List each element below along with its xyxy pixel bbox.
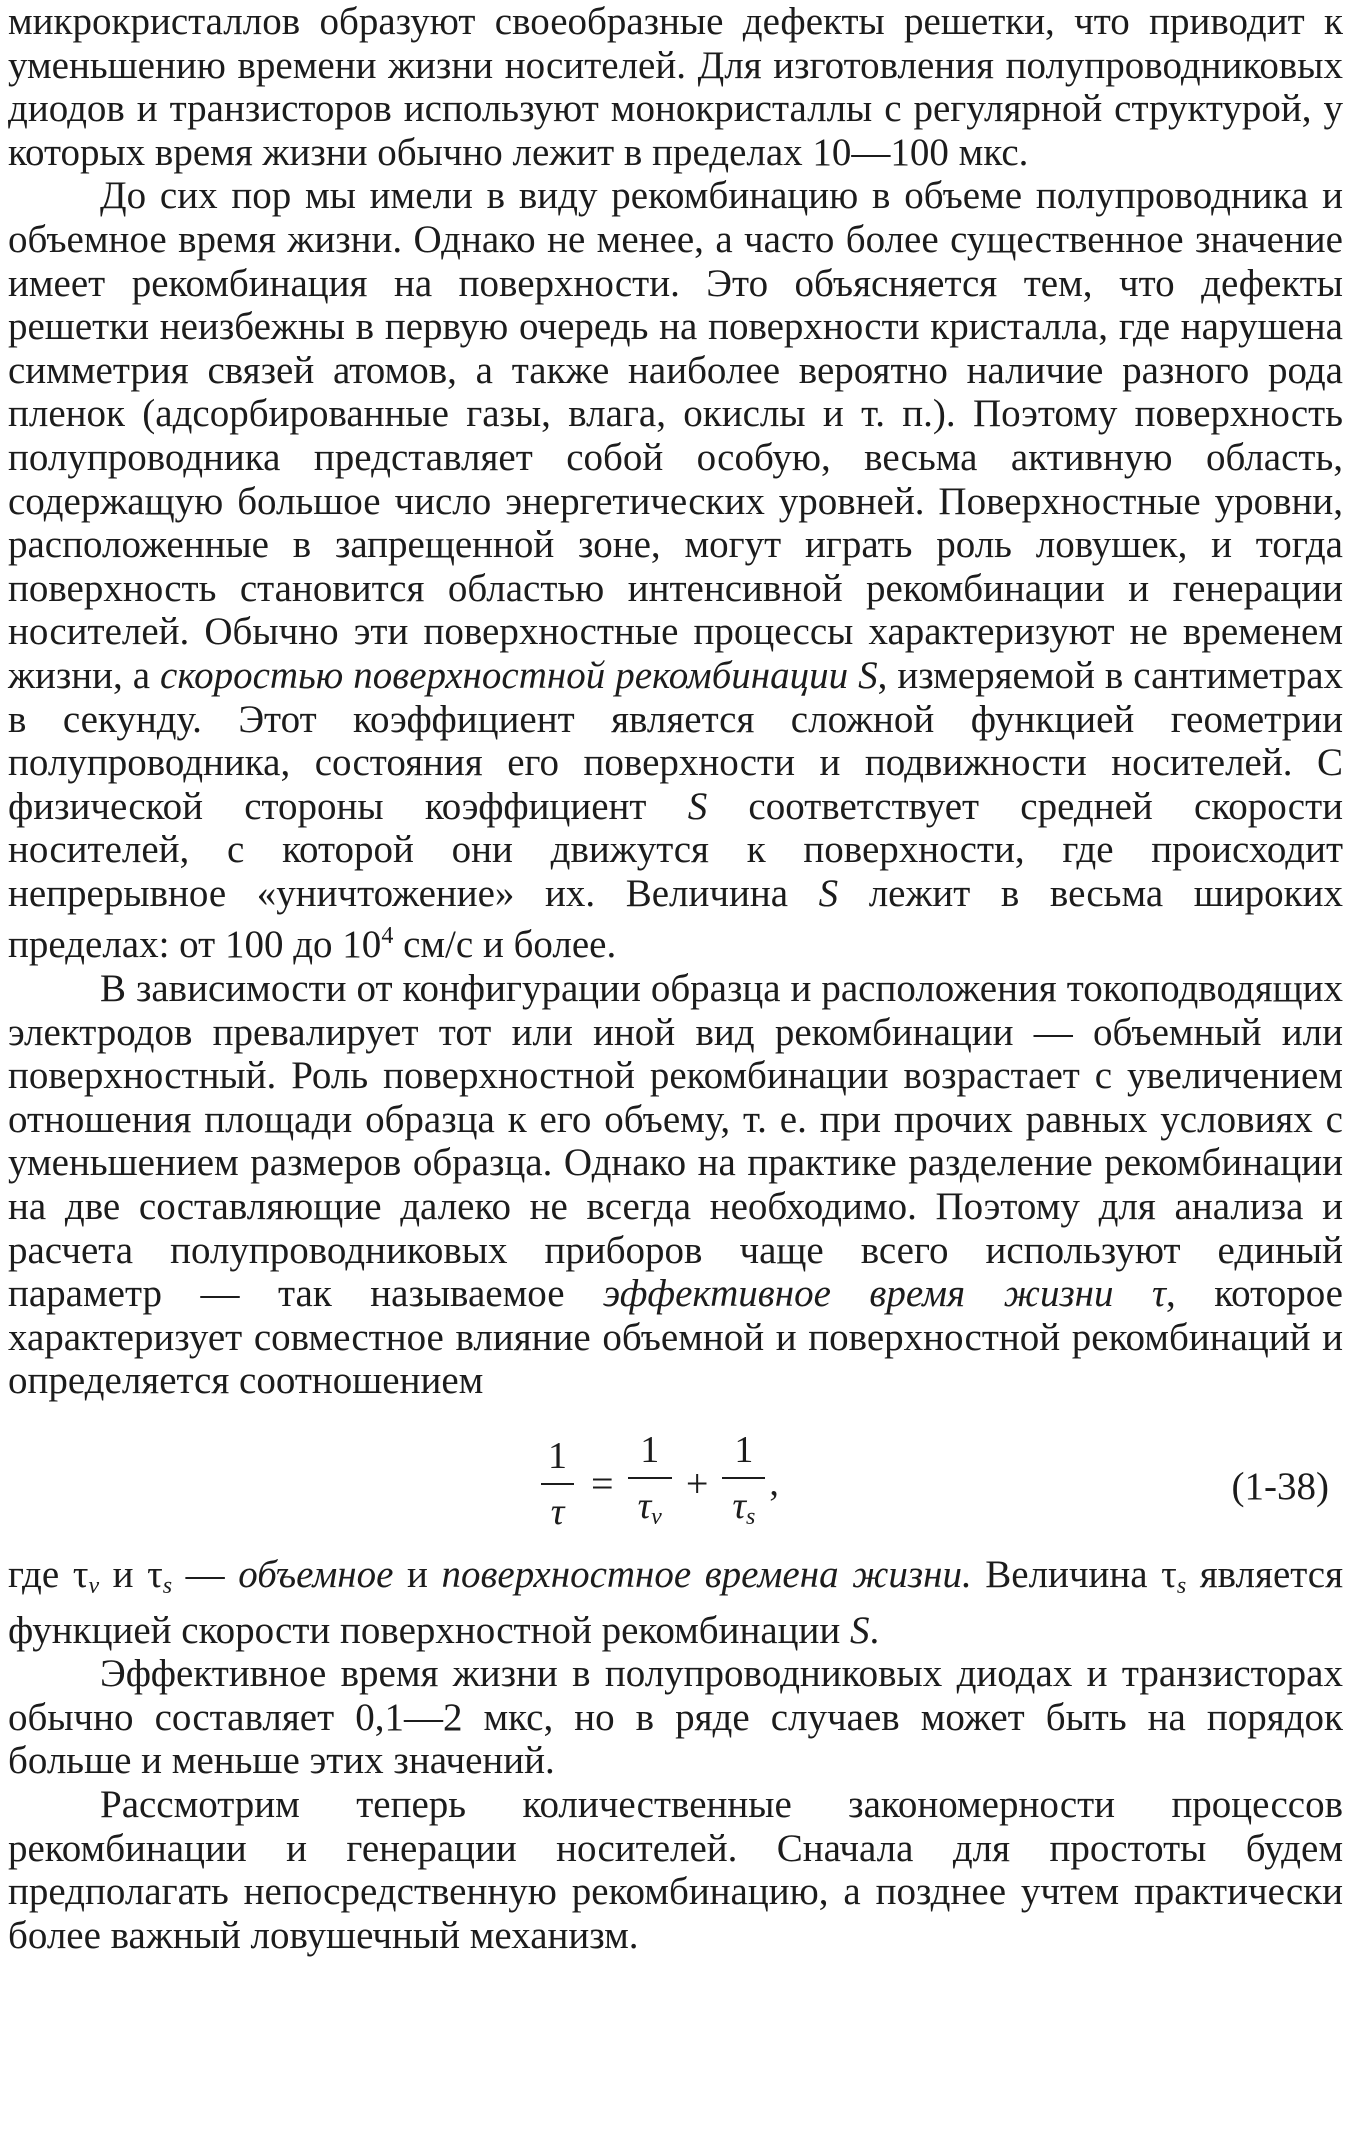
equation [534, 1427, 779, 1540]
subscript-v: v [88, 1573, 100, 1599]
fraction-volume [628, 1427, 672, 1540]
text-run: В зависимости от конфигурации образца и расположения токоподводящих электродов превалирует тот или иной вид рекомбинации — объемный или поверхностный. Роль поверхностной рекомбинации возрастает с увеличением отношения площади образца к его объему, т. е. при прочих равных условиях с уменьшением размеров образца. Однако на практике разделение рекомбинации на две составляющие далеко не всегда необходимо. Поэтому для анализа и расчета полупроводниковых приборов чаще всего используют единый параметр — так называемое [8, 967, 1343, 1316]
text-run: где τ [8, 1553, 89, 1596]
subscript-s: s [162, 1573, 173, 1599]
text-run: и τ [99, 1553, 163, 1596]
numerator: 1 [548, 1434, 567, 1477]
equation-comma: , [769, 1461, 779, 1504]
paragraph-continuation: микрокристаллов образуют своеобразные дефекты решетки, что приводит к уменьшению времени жизни носителей. Для изготовления полупроводниковых диодов и транзисторов используют монокристаллы с регулярной структурой, у которых время жизни обычно лежит в пределах 10—100 мкс. [8, 0, 1343, 174]
term-volume: объемное [238, 1553, 394, 1596]
subscript-v: v [651, 1504, 662, 1530]
exponent: 4 [381, 923, 394, 950]
text-run: , измеряемой в сантиметрах в секунду. Этот коэффициент является сложной функцией геометрии полупроводника, состояния его поверхности и подвижности носителей. С физической стороны коэффициент [8, 653, 1344, 828]
paragraph-typical-values: Эффективное время жизни в полупроводниковых диодах и транзисторах обычно составляет 0,1—2 мкс, но в ряде случаев может быть на порядок больше и меньше этих значений. [8, 1652, 1343, 1783]
equation-number: (1-38) [1231, 1465, 1329, 1508]
term-surface-recombination-velocity: скоростью поверхностной рекомбинации S [160, 653, 878, 697]
document-page [8, 0, 1343, 1957]
term-effective-lifetime: эффективное время жизни τ [603, 1272, 1166, 1316]
denominator [628, 1477, 672, 1540]
denominator [722, 1477, 765, 1540]
term-surface-lifetimes: поверхностное времена жизни. [441, 1553, 972, 1596]
tau-symbol: τ [637, 1485, 652, 1527]
paragraph-where [8, 1553, 1343, 1652]
fraction-surface [722, 1427, 765, 1540]
text-run: лежит в весьма широких пределах: от 100 до 10 [8, 871, 1343, 967]
numerator: 1 [734, 1429, 754, 1471]
text-run: соответствует средней скорости носителей, с которой они движутся к поверхности, где происходит непрерывное «уничтожение» их. Величина [8, 784, 1343, 915]
symbol-s: S [818, 871, 839, 915]
equals-sign: = [591, 1460, 614, 1506]
subscript-s: s [746, 1504, 756, 1530]
paragraph-effective-lifetime [8, 967, 1343, 1403]
text-run: Величина τ [971, 1553, 1177, 1596]
paragraph-surface-recombination [8, 174, 1343, 967]
denominator: τ [541, 1483, 575, 1535]
equation-block [8, 1421, 1343, 1551]
text-run: До сих пор мы имели в виду рекомбинацию в объеме полупроводника и объемное время жизни. Однако не менее, а часто более существенное значение имеет рекомбинация на поверхности. Это объясняется тем, что дефекты решетки неизбежны в первую очередь на поверхности кристалла, где нарушена симметрия связей атомов, а также наиболее вероятно наличие разного рода пленок (адсорбированные газы, влага, окислы и т. п.). Поэтому поверхность полупроводника представляет собой особую, весьма активную область, содержащую большое число энергетических уровней. Поверхностные уровни, расположенные в запрещенной зоне, могут играть роль ловушек, и тогда поверхность становится областью интенсивной рекомбинации и генерации носителей. Обычно эти поверхностные процессы характеризуют не временем жизни, а [8, 174, 1343, 697]
plus-sign: + [685, 1460, 709, 1506]
text-run: является функцией скорости поверхностной рекомбинации [8, 1553, 1344, 1652]
symbol-s: S [850, 1608, 870, 1652]
tau-symbol: τ [732, 1485, 746, 1527]
symbol-s: S [687, 784, 708, 828]
numerator: 1 [640, 1429, 660, 1471]
text-run: см/с и более. [393, 923, 617, 967]
text-run: , которое характеризует совместное влияние объемной и поверхностной рекомбинаций и определяется соотношением [8, 1272, 1343, 1403]
fraction-lhs [538, 1433, 577, 1535]
text-run: — [172, 1553, 239, 1596]
text-run: и [393, 1553, 442, 1596]
paragraph-next-topic: Рассмотрим теперь количественные закономерности процессов рекомбинации и генерации носителей. Сначала для простоты будем предполагать непосредственную рекомбинацию, а позднее учтем практически более важный ловушечный механизм. [8, 1782, 1343, 1957]
subscript-s: s [1176, 1573, 1187, 1599]
text-run: . [869, 1608, 880, 1652]
